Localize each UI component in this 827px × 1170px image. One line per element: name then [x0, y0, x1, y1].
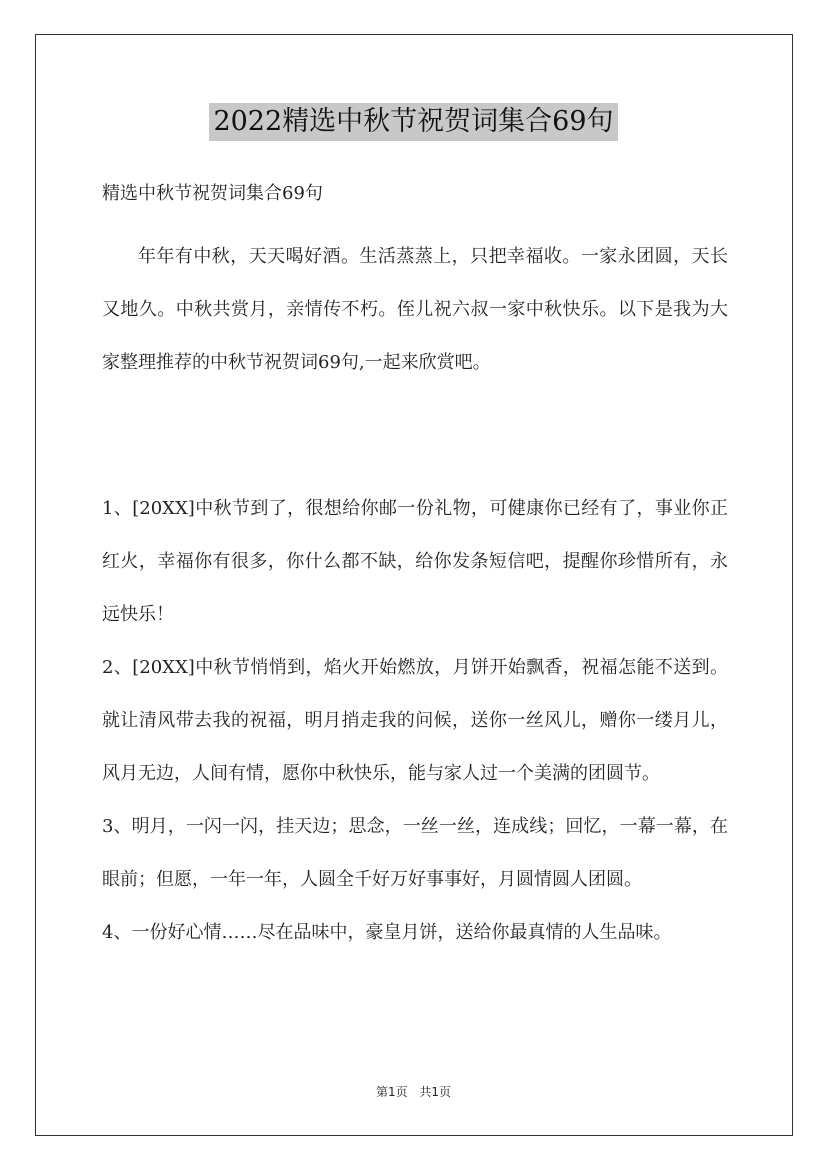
intro-paragraph: 年年有中秋，天天喝好酒。生活蒸蒸上，只把幸福收。一家永团圆，天长又地久。中秋共赏月，亲情传不朽。侄儿祝六叔一家中秋快乐。以下是我为大家整理推荐的中秋节祝贺词69句,一起来欣赏吧。 — [102, 246, 728, 373]
greetings-list — [102, 482, 728, 959]
list-item: 2、[20XX]中秋节悄悄到，焰火开始燃放，月饼开始飘香，祝福怎能不送到。就让清风带去我的祝福，明月捎走我的问候，送你一丝风儿，赠你一缕月儿，风月无边，人间有情，愿你中秋快乐，能与家人过一个美满的团圆节。 — [102, 657, 728, 784]
page-footer — [0, 1083, 827, 1100]
document-subtitle: 精选中秋节祝贺词集合69句 — [102, 183, 323, 204]
page-total: 共1页 — [419, 1085, 452, 1099]
document-title: 2022精选中秋节祝贺词集合69句 — [209, 103, 617, 141]
list-item: 1、[20XX]中秋节到了，很想给你邮一份礼物，可健康你已经有了，事业你正红火，幸福你有很多，你什么都不缺，给你发条短信吧，提醒你珍惜所有，永远快乐！ — [102, 498, 728, 625]
list-item: 3、明月，一闪一闪，挂天边；思念，一丝一丝，连成线；回忆，一幕一幕，在眼前；但愿，一年一年，人圆全千好万好事事好，月圆情圆人团圆。 — [102, 816, 728, 890]
list-item: 4、一份好心情……尽在品味中，豪皇月饼，送给你最真情的人生品味。 — [102, 922, 672, 943]
title-container — [0, 103, 827, 141]
page-number: 第1页 — [375, 1085, 408, 1099]
